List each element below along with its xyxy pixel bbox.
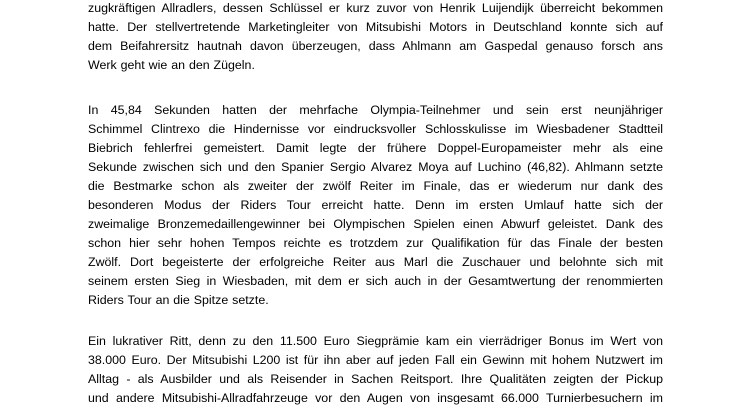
text-line: schon hier sehr hohen Tempos reichte es trotzdem zur Qualifikation für das Finale der besten xyxy=(88,236,663,250)
paragraph-3 xyxy=(88,332,663,408)
text-line: hatte. Der stellvertretende Marketingleiter von Mitsubishi Motors in Deutschland konnte sich auf xyxy=(88,20,663,34)
text-line: Zwölf. Dort begeisterte der erfolgreiche Reiter aus Marl die Zuschauer und belohnte sich mit xyxy=(88,255,663,269)
text-line: 38.000 Euro. Der Mitsubishi L200 ist für ihn aber auf jeden Fall ein Gewinn mit hohem Nutzwert im xyxy=(88,353,663,367)
text-line: dem Beifahrersitz hautnah davon überzeugen, dass Ahlmann am Gaspedal genauso forsch ans xyxy=(88,39,663,53)
text-line: Alltag - als Ausbilder und als Reisender in Sachen Reitsport. Ihre Qualitäten zeigten der Pickup xyxy=(88,372,663,386)
text-line: Werk geht wie an den Zügeln. xyxy=(88,58,255,72)
text-line: besonderen Modus der Riders Tour erreicht hatte. Denn im ersten Umlauf hatte sich der xyxy=(88,198,663,212)
text-line: die Bestmarke schon als zweiter der zwölf Reiter im Finale, das er wiederum nur dank des xyxy=(88,179,663,193)
text-line: In 45,84 Sekunden hatten der mehrfache Olympia-Teilnehmer und sein erst neunjähriger xyxy=(88,103,663,117)
text-line: Sekunde zwischen sich und den Spanier Sergio Alvarez Moya auf Luchino (46,82). Ahlmann setzte xyxy=(88,160,663,174)
text-line: seinem ersten Sieg in Wiesbaden, mit dem er sich auch in der Gesamtwertung der renommierten xyxy=(88,274,663,288)
paragraph-1 xyxy=(88,0,663,75)
paragraph-2 xyxy=(88,101,663,310)
text-line: Ein lukrativer Ritt, denn zu den 11.500 Euro Siegprämie kam ein vierrädriger Bonus im Wert von xyxy=(88,334,663,348)
text-line: Schimmel Clintrexo die Hindernisse vor eindrucksvoller Schlosskulisse im Wiesbadener Stadtteil xyxy=(88,122,663,136)
text-line: zugkräftigen Allradlers, dessen Schlüssel er kurz zuvor von Henrik Luijendijk überreicht bekommen xyxy=(88,1,663,15)
text-line: Biebrich fehlerfrei gemeistert. Damit legte der frühere Doppel-Europameister mehr als eine xyxy=(88,141,663,155)
text-line: Riders Tour an die Spitze setzte. xyxy=(88,293,269,307)
text-line: und andere Mitsubishi-Allradfahrzeuge vor den Augen von insgesamt 66.000 Turnierbesuchern im xyxy=(88,391,663,405)
text-line: zweimalige Bronzemedaillengewinner bei Olympischen Spielen einen Abwurf geleistet. Dank des xyxy=(88,217,663,231)
